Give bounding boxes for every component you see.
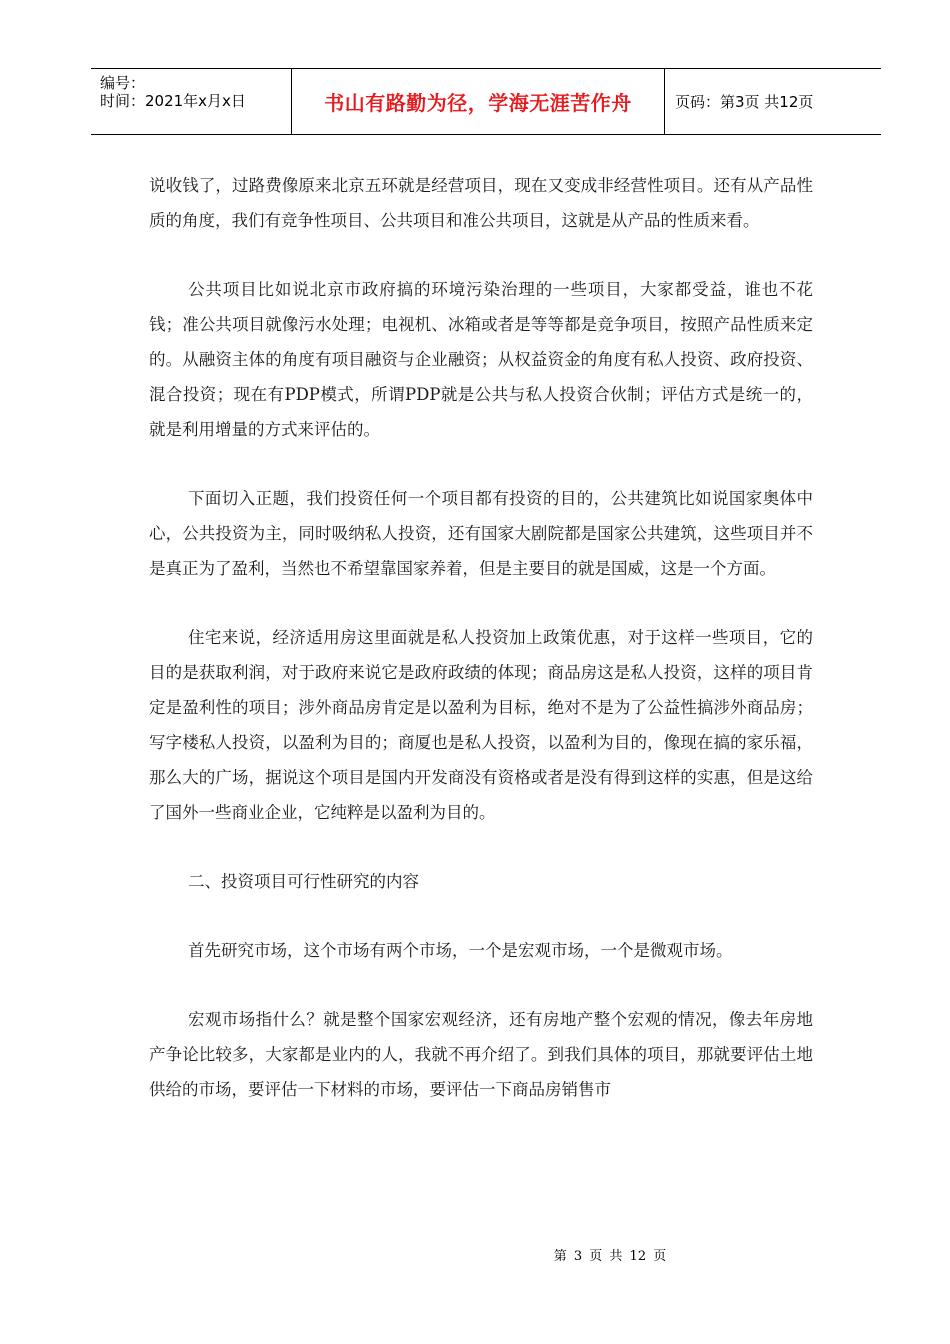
- page-header: [91, 68, 881, 135]
- paragraph-2: 公共项目比如说北京市政府搞的环境污染治理的一些项目，大家都受益，谁也不花钱；准公共项目就像污水处理；电视机、冰箱或者是等等都是竞争项目，按照产品性质来定的。从融资主体的角度有项目融资与企业融资；从权益资金的角度有私人投资、政府投资、混合投资；现在有PDP模式，所谓PDP就是公共与私人投资合伙制；评估方式是统一的，就是利用增量的方式来评估的。: [149, 280, 813, 439]
- paragraph-1: 说收钱了，过路费像原来北京五环就是经营项目，现在又变成非经营性项目。还有从产品性质的角度，我们有竞争性项目、公共项目和准公共项目，这就是从产品的性质来看。: [149, 176, 813, 230]
- header-motto: 书山有路勤为径，学海无涯苦作舟: [324, 91, 632, 115]
- serial-number-label: 编号：: [100, 74, 146, 92]
- paragraph-5: 首先研究市场，这个市场有两个市场，一个是宏观市场，一个是微观市场。: [188, 941, 733, 960]
- document-body: [149, 168, 813, 1141]
- header-page-cell: [665, 69, 881, 134]
- header-motto-cell: [292, 69, 665, 134]
- time-label: 时间：2021年x月x日: [100, 92, 246, 110]
- header-meta-cell: [91, 69, 292, 134]
- paragraph-6: 宏观市场指什么？就是整个国家宏观经济，还有房地产整个宏观的情况，像去年房地产争论比较多，大家都是业内的人，我就不再介绍了。到我们具体的项目，那就要评估土地供给的市场，要评估一下材料的市场，要评估一下商品房销售市: [149, 1010, 813, 1099]
- section-heading: 二、投资项目可行性研究的内容: [188, 872, 419, 891]
- page-footer: 第 3 页 共 12 页: [553, 1249, 667, 1264]
- header-page-info: 页码：第3页 共12页: [675, 93, 814, 111]
- paragraph-3: 下面切入正题，我们投资任何一个项目都有投资的目的，公共建筑比如说国家奥体中心，公共投资为主，同时吸纳私人投资，还有国家大剧院都是国家公共建筑，这些项目并不是真正为了盈利，当然也不希望靠国家养着，但是主要目的就是国威，这是一个方面。: [149, 489, 813, 578]
- paragraph-4: 住宅来说，经济适用房这里面就是私人投资加上政策优惠，对于这样一些项目，它的目的是获取利润，对于政府来说它是政府政绩的体现；商品房这是私人投资，这样的项目肯定是盈利性的项目；涉外商品房肯定是以盈利为目标，绝对不是为了公益性搞涉外商品房；写字楼私人投资，以盈利为目的；商厦也是私人投资，以盈利为目的，像现在搞的家乐福，那么大的广场，据说这个项目是国内开发商没有资格或者是没有得到这样的实惠，但是这给了国外一些商业企业，它纯粹是以盈利为目的。: [149, 628, 813, 822]
